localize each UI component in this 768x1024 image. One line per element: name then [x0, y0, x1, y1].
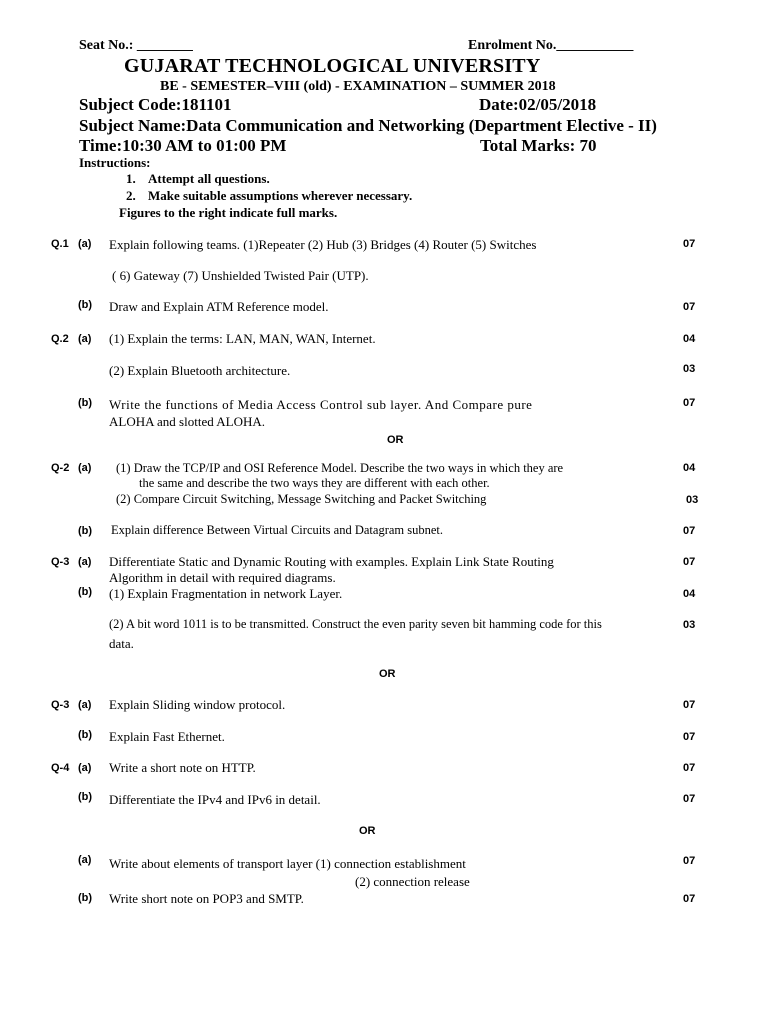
question-part: (a): [78, 762, 92, 774]
question-number: Q-2: [51, 462, 70, 474]
question-part: (b): [78, 892, 93, 904]
question-marks: 07: [683, 893, 696, 905]
question-text: Explain following teams. (1)Repeater (2) Hub (3) Bridges (4) Router (5) Switches: [109, 237, 537, 252]
question-text: Algorithm in detail with required diagrams.: [109, 570, 336, 585]
instructions-title: Instructions:: [79, 155, 151, 170]
question-marks: 07: [683, 397, 696, 409]
question-text: Write about elements of transport layer (1) connection establishment: [109, 856, 466, 871]
question-part: (b): [78, 586, 93, 598]
question-marks: 07: [683, 525, 696, 537]
question-text: (1) Draw the TCP/IP and OSI Reference Model. Describe the two ways in which they are: [116, 461, 564, 475]
question-marks: 03: [686, 494, 699, 506]
or-separator: OR: [359, 825, 376, 837]
question-marks: 04: [683, 462, 696, 474]
question-part: (b): [78, 525, 93, 537]
question-text: data.: [109, 636, 134, 651]
question-number: Q.2: [51, 333, 69, 345]
question-text: ( 6) Gateway (7) Unshielded Twisted Pair (UTP).: [112, 268, 369, 283]
question-text: (1) Explain the terms: LAN, MAN, WAN, Internet.: [109, 331, 376, 346]
question-marks: 04: [683, 588, 696, 600]
question-text: Draw and Explain ATM Reference model.: [109, 299, 329, 314]
question-part: (b): [78, 299, 93, 311]
question-marks: 07: [683, 556, 696, 568]
question-text: (2) Explain Bluetooth architecture.: [109, 363, 291, 378]
or-separator: OR: [379, 668, 396, 680]
question-text: Write the functions of Media Access Control sub layer. And Compare pure: [109, 397, 533, 412]
question-text: ALOHA and slotted ALOHA.: [109, 414, 265, 429]
subject-code: Subject Code:181101: [79, 95, 232, 114]
question-part: (a): [78, 238, 92, 250]
question-part: (b): [78, 791, 93, 803]
seat-no: Seat No.: ________: [79, 38, 193, 53]
question-part: (a): [78, 556, 92, 568]
question-text: Explain Sliding window protocol.: [109, 697, 286, 712]
question-text: Differentiate Static and Dynamic Routing with examples. Explain Link State Routing: [109, 554, 554, 569]
exam-time: Time:10:30 AM to 01:00 PM: [79, 136, 287, 155]
question-part: (b): [78, 729, 93, 741]
total-marks: Total Marks: 70: [480, 136, 597, 155]
or-separator: OR: [387, 434, 404, 446]
question-marks: 07: [683, 793, 696, 805]
university-title: GUJARAT TECHNOLOGICAL UNIVERSITY: [124, 55, 541, 77]
question-marks: 03: [683, 619, 696, 631]
question-marks: 07: [683, 699, 696, 711]
subject-name: Subject Name:Data Communication and Networking (Department Elective - II): [79, 116, 657, 135]
enrolment-no: Enrolment No.___________: [468, 38, 634, 53]
question-part: (a): [78, 462, 92, 474]
question-text: Write a short note on HTTP.: [109, 760, 256, 775]
question-part: (a): [78, 333, 92, 345]
question-marks: 07: [683, 855, 696, 867]
question-marks: 07: [683, 301, 696, 313]
question-text: (2) Compare Circuit Switching, Message Switching and Packet Switching: [116, 492, 487, 506]
question-part: (a): [78, 854, 92, 866]
question-marks: 07: [683, 238, 696, 250]
question-number: Q-3: [51, 699, 70, 711]
question-text: Explain difference Between Virtual Circuits and Datagram subnet.: [111, 523, 444, 537]
question-number: Q-3: [51, 556, 70, 568]
question-part: (a): [78, 699, 92, 711]
instruction-2-number: 2.: [126, 188, 136, 203]
question-text: (1) Explain Fragmentation in network Layer.: [109, 586, 343, 601]
question-text: Explain Fast Ethernet.: [109, 729, 225, 744]
instruction-3: Figures to the right indicate full marks.: [119, 205, 338, 220]
question-marks: 07: [683, 762, 696, 774]
question-text: the same and describe the two ways they are different with each other.: [139, 476, 490, 490]
instruction-1-number: 1.: [126, 171, 136, 186]
question-text: Write short note on POP3 and SMTP.: [109, 891, 304, 906]
question-number: Q-4: [51, 762, 70, 774]
question-text: (2) A bit word 1011 is to be transmitted. Construct the even parity seven bit hamming code for this: [109, 617, 602, 631]
question-number: Q.1: [51, 238, 69, 250]
question-text: (2) connection release: [355, 874, 470, 889]
question-text: Differentiate the IPv4 and IPv6 in detail.: [109, 792, 321, 807]
exam-title: BE - SEMESTER–VIII (old) - EXAMINATION – SUMMER 2018: [160, 79, 556, 94]
question-marks: 04: [683, 333, 696, 345]
instruction-2: Make suitable assumptions wherever necessary.: [148, 188, 413, 203]
question-part: (b): [78, 397, 93, 409]
question-marks: 03: [683, 363, 696, 375]
instruction-1: Attempt all questions.: [148, 171, 270, 186]
exam-date: Date:02/05/2018: [479, 95, 597, 114]
question-marks: 07: [683, 731, 696, 743]
